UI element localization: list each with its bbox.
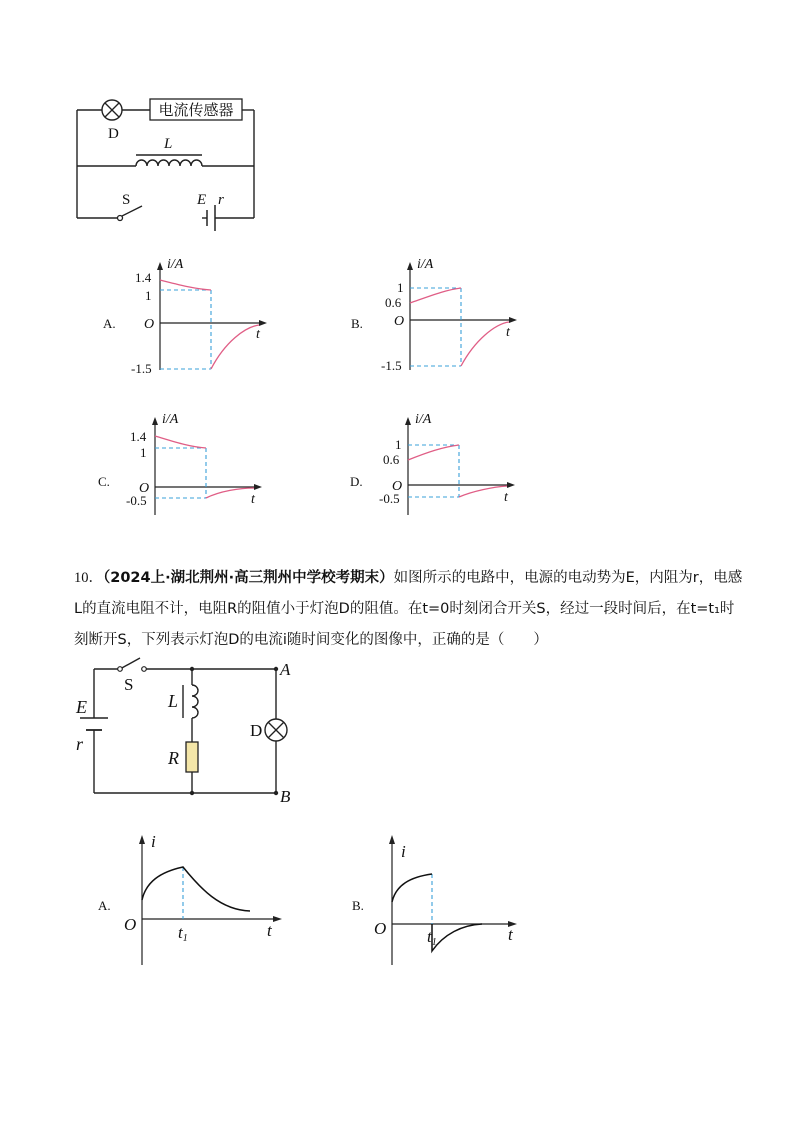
tick-label: 1	[395, 437, 402, 452]
x-axis-label: t	[508, 925, 513, 944]
t1-t: t	[427, 927, 432, 946]
battery-icon	[80, 718, 108, 730]
y-axis-label: i/A	[167, 257, 184, 272]
inductor-icon	[136, 160, 202, 166]
y-axis-label: i/A	[415, 412, 432, 427]
current-curve	[410, 288, 509, 366]
option-c1-label: C.	[98, 474, 110, 489]
option-a2-label: A.	[98, 898, 111, 913]
tick-label: 1	[145, 288, 152, 303]
current-curve	[142, 867, 250, 911]
tick-label: -1.5	[131, 361, 152, 376]
circuit-2-diagram	[70, 655, 310, 810]
tick-label: 1.4	[130, 429, 147, 444]
question-line-2: L的直流电阻不计，电阻R的阻值小于灯泡D的阻值。在t=0时刻闭合开关S，经过一段时间后，在t=t₁时	[74, 601, 735, 617]
question-line-3: 刻断开S，下列表示灯泡D的电流i随时间变化的图像中，正确的是（ ）	[74, 632, 548, 648]
option-b2-label: B.	[352, 898, 364, 913]
graph-a1	[125, 250, 285, 380]
tick-label: 1	[397, 280, 404, 295]
circuit-2-wires	[94, 669, 276, 793]
tick-label: 1	[140, 445, 147, 460]
current-curve	[160, 280, 259, 369]
t1-t: t	[178, 923, 183, 942]
x-axis-label: t	[256, 327, 260, 342]
tick-label: 0.6	[385, 295, 402, 310]
x-axis-label: t	[251, 492, 255, 507]
circuit-1-diagram	[60, 90, 280, 240]
tick-label: -0.5	[379, 491, 400, 506]
current-curve	[392, 874, 482, 951]
graph-b1	[375, 250, 535, 380]
t1-sub: 1	[431, 937, 437, 948]
t1-sub: 1	[182, 933, 188, 944]
graph-d1	[373, 405, 533, 535]
question-text-1: 如图所示的电路中，电源的电动势为E，内阻为r，电感	[393, 570, 743, 586]
tick-label: -0.5	[126, 493, 147, 508]
option-b1-label: B.	[351, 316, 363, 331]
switch-label: S	[124, 675, 134, 694]
switch-icon	[118, 658, 147, 671]
y-axis-label: i	[151, 832, 156, 851]
lamp-icon	[102, 100, 122, 120]
graph-c1	[120, 405, 280, 535]
y-axis-label: i/A	[162, 412, 179, 427]
inductor-label: L	[164, 136, 173, 152]
origin-label: O	[392, 479, 403, 494]
circuit-1-wires	[77, 110, 254, 218]
origin-label: O	[124, 915, 137, 934]
battery-icon	[207, 205, 215, 231]
x-axis-label: t	[504, 490, 508, 505]
origin-label: O	[394, 314, 405, 329]
origin-label: O	[144, 317, 155, 332]
current-sensor-label: 电流传感器	[158, 101, 234, 119]
graph-a2	[120, 830, 300, 970]
t1-label	[178, 923, 188, 944]
graph-b2	[370, 830, 550, 970]
inductor-label: L	[168, 691, 179, 711]
question-10	[74, 563, 754, 656]
tick-label: 0.6	[383, 452, 400, 467]
question-source: （2024上·湖北荆州·高三荆州中学校考期末）	[103, 570, 394, 586]
x-axis-label: t	[506, 325, 510, 340]
question-number: 10．	[74, 570, 103, 586]
resistor-icon	[186, 742, 198, 772]
switch-icon	[118, 206, 143, 221]
node-label-b: B	[280, 787, 291, 806]
option-a1-label: A.	[103, 316, 116, 331]
origin-label: O	[139, 481, 150, 496]
question-line-1	[74, 563, 754, 594]
internal-resistance-label: r	[218, 192, 224, 208]
y-axis-label: i	[401, 842, 406, 861]
origin-label: O	[374, 919, 387, 938]
tick-label: -1.5	[381, 358, 402, 373]
emf-label: E	[76, 697, 87, 717]
current-curve	[155, 436, 254, 498]
emf-label: E	[197, 192, 207, 208]
node-label-a: A	[280, 660, 291, 679]
switch-label: S	[122, 192, 131, 208]
x-axis-label: t	[267, 921, 272, 940]
lamp-label: D	[250, 721, 263, 740]
tick-label: 1.4	[135, 270, 152, 285]
internal-resistance-label: r	[76, 734, 84, 754]
resistor-label: R	[168, 748, 179, 768]
inductor-icon	[192, 685, 198, 718]
current-curve	[408, 445, 507, 497]
lamp-icon	[265, 719, 287, 741]
y-axis-label: i/A	[417, 257, 434, 272]
lamp-label: D	[108, 126, 119, 142]
option-d1-label: D.	[350, 474, 363, 489]
